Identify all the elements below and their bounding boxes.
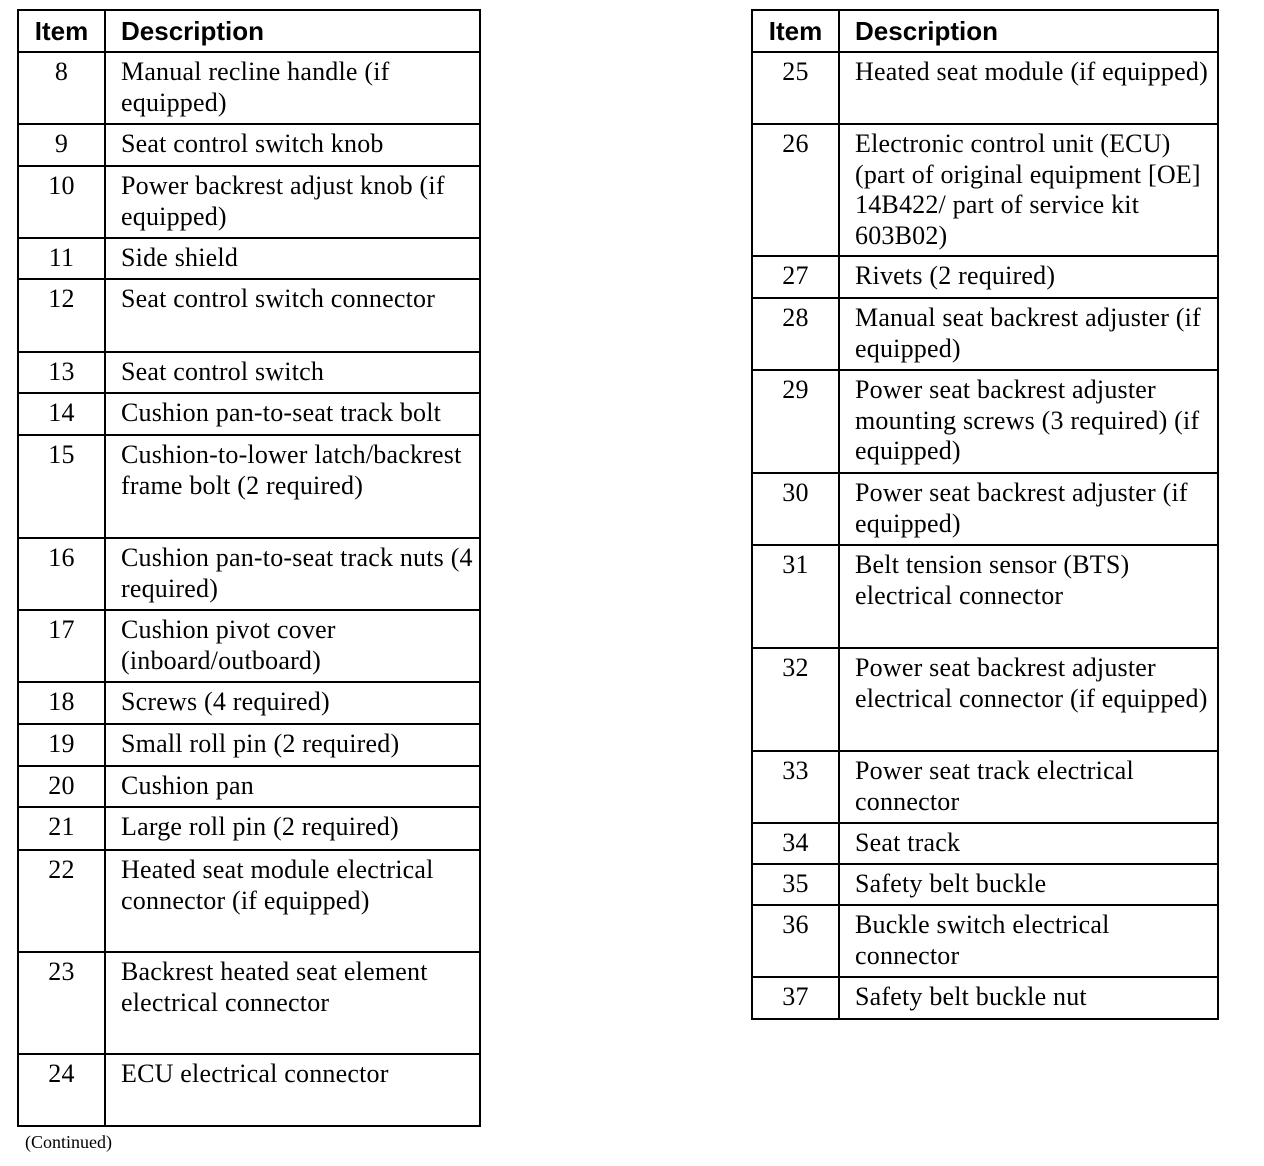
item-number: 32 xyxy=(752,648,839,751)
item-description: Large roll pin (2 required) xyxy=(105,807,480,850)
item-description: Seat control switch knob xyxy=(105,124,480,166)
item-description: Cushion-to-lower latch/backrest frame bolt (2 required) xyxy=(105,435,480,538)
item-number: 33 xyxy=(752,751,839,823)
item-description: Cushion pan-to-seat track bolt xyxy=(105,393,480,435)
table-row xyxy=(18,124,480,166)
item-number: 13 xyxy=(18,352,105,393)
item-description: ECU electrical connector xyxy=(105,1054,480,1126)
item-description: Safety belt buckle nut xyxy=(839,977,1218,1019)
table-row xyxy=(18,807,480,850)
item-number: 35 xyxy=(752,864,839,905)
item-description: Belt tension sensor (BTS) electrical connector xyxy=(839,545,1218,648)
item-description: Rivets (2 required) xyxy=(839,256,1218,298)
table-row xyxy=(752,977,1218,1019)
item-number: 10 xyxy=(18,166,105,238)
item-description: Cushion pan-to-seat track nuts (4 required) xyxy=(105,538,480,610)
table-row xyxy=(18,538,480,610)
item-description: Cushion pan xyxy=(105,766,480,807)
item-description: Manual seat backrest adjuster (if equipped) xyxy=(839,298,1218,370)
parts-table-right xyxy=(751,9,1219,1020)
table-row xyxy=(752,370,1218,473)
table-row xyxy=(752,648,1218,751)
item-description: Power seat backrest adjuster electrical connector (if equipped) xyxy=(839,648,1218,751)
item-description: Power seat backrest adjuster (if equipped) xyxy=(839,473,1218,545)
table-row xyxy=(752,256,1218,298)
continued-note: (Continued) xyxy=(25,1132,112,1152)
item-number: 20 xyxy=(18,766,105,807)
item-number: 21 xyxy=(18,807,105,850)
item-description: Electronic control unit (ECU) (part of original equipment [OE] 14B422/ part of service kit 603B02) xyxy=(839,124,1218,256)
item-number: 12 xyxy=(18,279,105,352)
description-column-header: Description xyxy=(105,10,480,52)
item-number: 18 xyxy=(18,682,105,724)
table-row xyxy=(752,823,1218,864)
table-row xyxy=(752,52,1218,124)
table-row xyxy=(752,864,1218,905)
parts-table-left xyxy=(17,9,481,1127)
table-row xyxy=(752,751,1218,823)
table-row xyxy=(752,905,1218,977)
item-number: 25 xyxy=(752,52,839,124)
description-column-header: Description xyxy=(839,10,1218,52)
item-number: 26 xyxy=(752,124,839,256)
item-number: 15 xyxy=(18,435,105,538)
item-number: 34 xyxy=(752,823,839,864)
table-row xyxy=(752,124,1218,256)
item-description: Heated seat module electrical connector (if equipped) xyxy=(105,850,480,952)
item-number: 9 xyxy=(18,124,105,166)
item-number: 30 xyxy=(752,473,839,545)
table-row xyxy=(752,473,1218,545)
table-header-row xyxy=(18,10,480,52)
item-description: Backrest heated seat element electrical connector xyxy=(105,952,480,1054)
table-row xyxy=(18,279,480,352)
item-column-header: Item xyxy=(18,10,105,52)
table-row xyxy=(18,724,480,766)
item-column-header: Item xyxy=(752,10,839,52)
table-row xyxy=(18,850,480,952)
item-description: Cushion pivot cover (inboard/outboard) xyxy=(105,610,480,682)
item-description: Seat control switch connector xyxy=(105,279,480,352)
table-row xyxy=(18,766,480,807)
table-row xyxy=(752,298,1218,370)
item-number: 31 xyxy=(752,545,839,648)
table-row xyxy=(18,238,480,279)
item-number: 17 xyxy=(18,610,105,682)
item-number: 8 xyxy=(18,52,105,124)
item-description: Power seat track electrical connector xyxy=(839,751,1218,823)
table-row xyxy=(18,952,480,1054)
table-row xyxy=(18,435,480,538)
item-number: 29 xyxy=(752,370,839,473)
item-description: Heated seat module (if equipped) xyxy=(839,52,1218,124)
item-number: 16 xyxy=(18,538,105,610)
item-number: 28 xyxy=(752,298,839,370)
item-number: 11 xyxy=(18,238,105,279)
table-row xyxy=(18,682,480,724)
item-description: Seat control switch xyxy=(105,352,480,393)
table-row xyxy=(18,1054,480,1126)
item-description: Small roll pin (2 required) xyxy=(105,724,480,766)
item-number: 14 xyxy=(18,393,105,435)
item-number: 36 xyxy=(752,905,839,977)
table-row xyxy=(18,166,480,238)
table-row xyxy=(18,610,480,682)
table-row xyxy=(18,393,480,435)
item-number: 19 xyxy=(18,724,105,766)
item-number: 23 xyxy=(18,952,105,1054)
item-description: Power backrest adjust knob (if equipped) xyxy=(105,166,480,238)
table-header-row xyxy=(752,10,1218,52)
table-row xyxy=(18,352,480,393)
item-description: Seat track xyxy=(839,823,1218,864)
table-row xyxy=(18,52,480,124)
item-description: Side shield xyxy=(105,238,480,279)
table-row xyxy=(752,545,1218,648)
item-description: Power seat backrest adjuster mounting screws (3 required) (if equipped) xyxy=(839,370,1218,473)
item-description: Screws (4 required) xyxy=(105,682,480,724)
item-number: 22 xyxy=(18,850,105,952)
item-number: 27 xyxy=(752,256,839,298)
item-description: Buckle switch electrical connector xyxy=(839,905,1218,977)
item-description: Manual recline handle (if equipped) xyxy=(105,52,480,124)
item-number: 24 xyxy=(18,1054,105,1126)
item-number: 37 xyxy=(752,977,839,1019)
item-description: Safety belt buckle xyxy=(839,864,1218,905)
